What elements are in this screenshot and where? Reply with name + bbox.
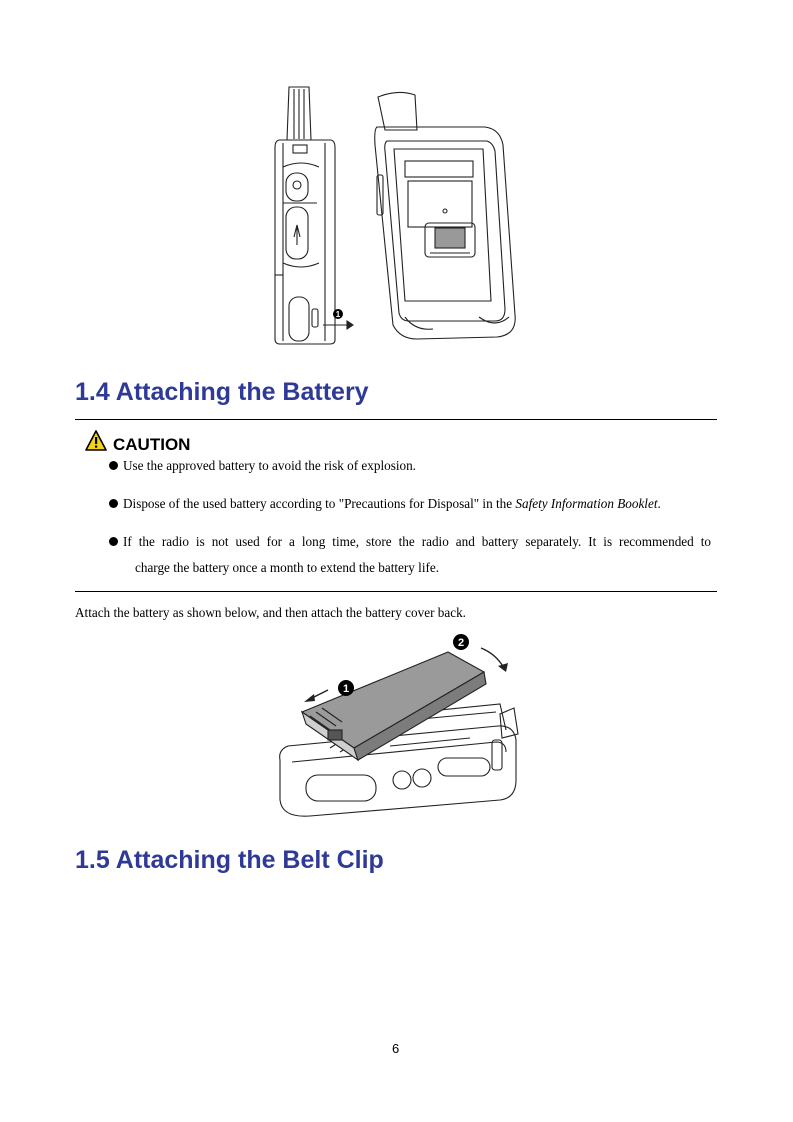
caution-bullet-3: [109, 534, 711, 550]
battery-insertion-figure: [270, 630, 540, 825]
caution-title: CAUTION: [113, 435, 191, 454]
section-heading-belt-clip: 1.5 Attaching the Belt Clip: [75, 846, 384, 874]
caution-bullet-1: [109, 458, 416, 474]
radio-side-and-back-figure: [265, 85, 530, 350]
divider-top: [75, 419, 717, 420]
divider-bottom: [75, 591, 717, 592]
section-heading-battery: 1.4 Attaching the Battery: [75, 378, 369, 406]
caution-bullet-3-line1: If the radio is not used for a long time, store the radio and battery separately. It is recommended to: [123, 534, 711, 549]
caution-bullet-1-text: Use the approved battery to avoid the risk of explosion.: [123, 458, 416, 473]
figure2-callout-1: 1: [342, 683, 350, 695]
caution-bullet-3-line2: charge the battery once a month to extend the battery life.: [135, 560, 440, 575]
instruction-text: Attach the battery as shown below, and then attach the battery cover back.: [75, 605, 466, 620]
figure2-callout-2: 2: [457, 637, 465, 649]
bullet-dot: [109, 499, 118, 508]
caution-bullet-2-end: .: [657, 496, 661, 511]
page-number: 6: [392, 1041, 400, 1056]
warning-icon: [85, 430, 107, 452]
caution-bullet-2: [109, 496, 661, 512]
bullet-dot: [109, 461, 118, 470]
figure1-callout: 1: [335, 310, 341, 319]
bullet-dot: [109, 537, 118, 546]
safety-booklet-title: Safety Information Booklet: [515, 496, 658, 511]
caution-bullet-2-text: Dispose of the used battery according to "Precautions for Disposal" in the: [123, 496, 516, 511]
